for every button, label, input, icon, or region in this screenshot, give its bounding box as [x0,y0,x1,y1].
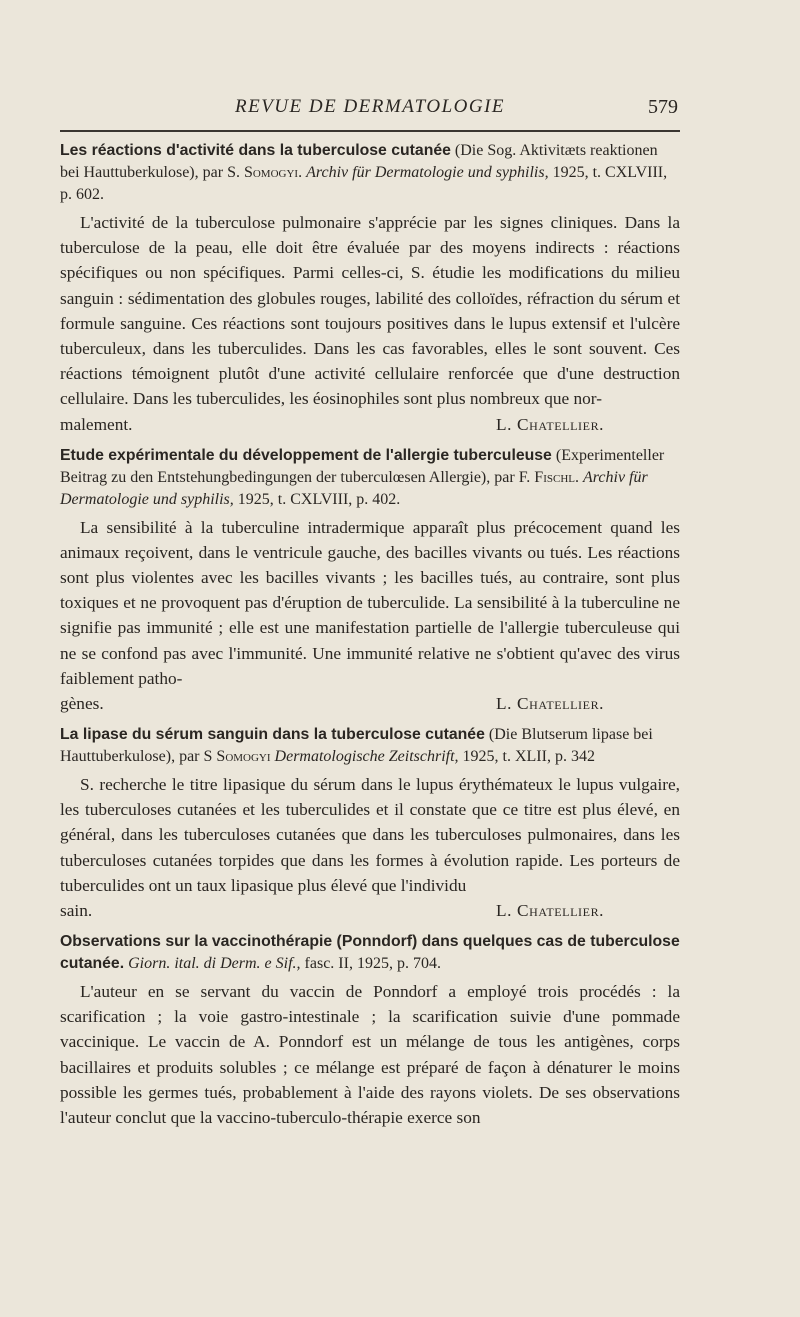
author: F. Fischl. [518,468,579,486]
running-title: REVUE DE DERMATOLOGIE [234,96,506,117]
author: S Somogyi [203,748,271,766]
body-text [60,140,680,1138]
article-heading [60,445,680,511]
citation: 1925, t. XLII, p. 342 [462,748,595,766]
signature-line [60,898,680,923]
header-rule [60,130,680,132]
signature: L. Chatellier. [496,414,605,434]
original-title: (Die Sog. Aktivitæts reaktionen bei Hauttuberkulose), par [60,142,658,181]
signature: L. Chatellier. [496,694,605,714]
signature-line [60,412,680,437]
article-heading [60,140,680,206]
article-heading [60,931,680,975]
last-line: malement. [60,414,133,434]
journal: Dermatologische Zeitschrift, [274,748,459,766]
author: S. Somogyi. [227,164,303,181]
article-title: Les réactions d'activité dans la tuberculose cutanée [60,142,451,159]
original-title: (Experimenteller Beitrag zu den Entstehungbedingungen der tuberculœsen Allergie), par [60,446,665,486]
article-1 [60,140,680,437]
article-title: Observations sur la vaccinothérapie (Ponndorf) dans quelques cas de tuberculose cutanée. [60,933,680,973]
article-body: L'activité de la tuberculose pulmonaire s'apprécie par les signes cliniques. Dans la tuberculose de la peau, elle doit être évaluée par des moyens indirects : réactions spécifiques ou non spécifiques. Parmi celles-ci, S. étudie les modifications du milieu sanguin : sédimentation des globules rouges, labilité des colloïdes, réfraction du sérum et formule sanguine. Ces réactions sont toujours positives dans le lupus extensif et l'ulcère tuberculeux, dans les tuberculides. Dans les cas favorables, elles le sont souvent. Ces réactions témoignent plutôt d'une activité cellulaire renforcée que d'une destruction cellulaire. Dans les tuberculides, les éosinophiles sont plus nombreux que nor- [60,213,680,409]
article-title: Etude expérimentale du développement de l'allergie tuberculeuse [60,446,552,464]
article-3 [60,724,680,923]
article-2 [60,445,680,716]
signature-line [60,691,680,716]
article-body: S. recherche le titre lipasique du sérum dans le lupus érythémateux le lupus vulgaire, les tuberculoses cutanées et les tuberculides et il constate que ce titre est plus élevé, en général, dans les tuberculoses cutanées que dans les tuberculoses pulmonaires, dans les tuberculoses cutanées torpides que dans les formes à évolution rapide. Les porteurs de tuberculides ont un taux lipasique plus élevé que l'individu [60,775,680,895]
article-4 [60,931,680,1130]
citation: fasc. II, 1925, p. 704. [304,955,441,973]
last-line: sain. [60,901,93,921]
article-body: L'auteur en se servant du vaccin de Ponndorf a employé trois procédés : la scarification ; la voie gastro-intestinale ; la scarification suivie d'une pommade vaccinique. Le vaccin de A. Ponndorf est un mélange de tous les antigènes, corps bacillaires et produits solubles ; ce mélange est préparé de façon à dénaturer le moins possible les germes tués, probablement à l'aide des rayons violets. De ses observations l'auteur conclut que la vaccino-tuberculo-thérapie exerce son [60,982,680,1128]
citation: 1925, t. CXLVIII, p. 402. [237,490,401,508]
citation: 1925, t. CXLVIII, p. 602. [60,164,668,203]
article-body: La sensibilité à la tuberculine intradermique apparaît plus précocement quand les animaux reçoivent, dans le ventricule gauche, des bacilles vivants ou tués. Les réactions sont plus violentes avec les bacilles vivants ; les bacilles tués, au contraire, sont plus toxiques et ne provoquent pas d'éruption de tuberculide. La sensibilité à la tuberculine ne signifie pas immunité ; elle est une manifestation partielle de l'allergie tuberculeuse qui ne se confond pas avec l'immunité. Une immunité relative ne s'obtient qu'avec des virus faiblement patho- [60,517,680,688]
page-number: 579 [648,96,678,118]
last-line: gènes. [60,694,104,714]
original-title: (Die Blutserum lipase bei Hauttuberkulose), par [60,726,653,766]
article-title: La lipase du sérum sanguin dans la tuberculose cutanée [60,726,485,744]
journal: Giorn. ital. di Derm. e Sif., [128,955,301,973]
signature: L. Chatellier. [496,901,605,921]
page-header [60,96,680,126]
journal: Archiv für Dermatologie und syphilis, [60,468,648,508]
article-heading [60,724,680,768]
journal: Archiv für Dermatologie und syphilis, [306,164,549,181]
